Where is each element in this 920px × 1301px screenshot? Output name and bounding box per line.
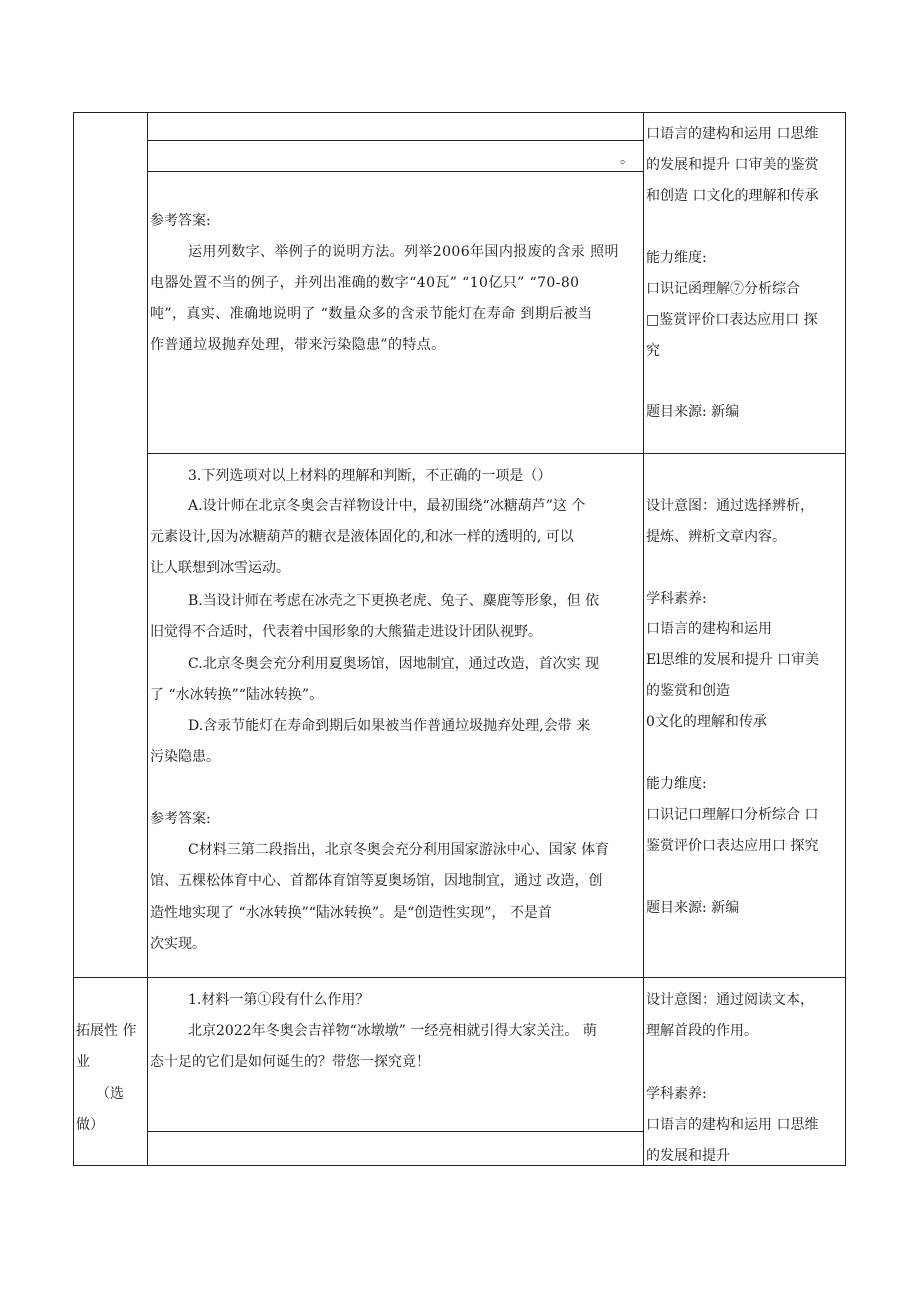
blank-line-1 <box>147 140 644 141</box>
literacy-line: 的发展和提升 口审美的鉴赏 <box>646 157 819 173</box>
literacy-line: 口语言的建构和运用 <box>646 621 772 637</box>
literacy-line: 的鉴赏和创造 <box>646 683 730 699</box>
answer-label: 参考答案: <box>150 811 211 827</box>
table-top-border <box>73 112 846 113</box>
answer-line: 馆、五棵松体育中心、首都体育馆等夏奥场馆，因地制宜，通过 改造，创 <box>150 873 603 889</box>
ability-line: □鉴赏评价口表达应用口 探 <box>646 312 818 328</box>
row-divider-2 <box>73 977 846 978</box>
answer-line: 次实现。 <box>150 936 206 952</box>
design-intent-line: 设计意图：通过选择辨析， <box>646 498 814 514</box>
table-left-border <box>73 112 74 1166</box>
table-bottom-border <box>73 1165 846 1166</box>
option-line: 让人联想到冰雪运动。 <box>150 560 290 576</box>
ability-line: 究 <box>646 343 660 359</box>
literacy-line: 口语言的建构和运用 口思维 <box>646 126 819 142</box>
option-line: A.设计师在北京冬奥会吉祥物设计中，最初围绕“冰糖葫芦”这 个 <box>188 498 586 514</box>
source-label: 题目来源: 新编 <box>646 404 740 420</box>
literacy-line: 的发展和提升 <box>646 1148 730 1164</box>
extended-homework-label: 拓展性 作 <box>76 1023 137 1039</box>
extended-homework-label: （选 <box>96 1086 124 1102</box>
option-line: C.北京冬奥会充分利用夏奥场馆，因地制宜，通过改造，首次实 现 <box>188 656 600 672</box>
table-right-border <box>845 112 846 1166</box>
extended-homework-label: 做） <box>76 1117 104 1133</box>
answer-line: 造性地实现了 “水冰转换”“陆冰转换”。是“创造性实现”， 不是首 <box>150 905 552 921</box>
answer-fill-end: 。 <box>620 151 634 167</box>
option-line: B.当设计师在考虑在冰壳之下更换老虎、兔子、麋鹿等形象，但 依 <box>188 593 600 609</box>
ability-label: 能力维度: <box>646 776 707 792</box>
ability-line: 口识记函理解⑦分析综合 <box>646 281 800 297</box>
design-intent-line: 设计意图：通过阅读文本， <box>646 992 814 1008</box>
source-label: 题目来源: 新编 <box>646 900 740 916</box>
literacy-line: 口语言的建构和运用 口思维 <box>646 1117 819 1133</box>
literacy-line: 0文化的理解和传承 <box>646 714 767 730</box>
literacy-label: 学科素养: <box>646 591 707 607</box>
answer-line: 吨”，真实、准确地说明了 “数量众多的含汞节能灯在寿命 到期后被当 <box>150 306 593 322</box>
answer-line: 运用列数字、举例子的说明方法。列举2006年国内报废的含汞 照明 <box>188 244 619 260</box>
literacy-label: 学科素养: <box>646 1086 707 1102</box>
option-line: 旧觉得不合适时，代表着中国形象的大熊猫走进设计团队视野。 <box>150 624 542 640</box>
ability-line: 鉴赏评价口表达应用口 探究 <box>646 838 819 854</box>
answer-line: 作普通垃圾抛弃处理，带来污染隐患”的特点。 <box>150 337 446 353</box>
ability-line: 口识记口理解口分析综合 口 <box>646 807 819 823</box>
design-intent-line: 提炼、辨析文章内容。 <box>646 529 786 545</box>
answer-label: 参考答案: <box>150 213 211 229</box>
question-text: 1.材料一第①段有什么作用？ <box>188 992 370 1008</box>
blank-line-2 <box>147 171 644 172</box>
material-line: 北京2022年冬奥会吉祥物“冰墩墩” 一经亮相就引得大家关注。 萌 <box>188 1023 597 1039</box>
row-divider-1 <box>147 453 846 454</box>
extended-homework-label: 业 <box>76 1054 90 1070</box>
question-text: 3.下列选项对以上材料的理解和判断，不正确的一项是（） <box>188 468 552 484</box>
table-col-divider-1 <box>147 112 148 1166</box>
ability-label: 能力维度: <box>646 250 707 266</box>
design-intent-line: 理解首段的作用。 <box>646 1023 758 1039</box>
option-line: 元素设计,因为冰糖葫芦的糖衣是液体固化的,和冰一样的透明的, 可以 <box>150 529 574 545</box>
option-line: 了 “水冰转换”“陆冰转换”。 <box>150 687 324 703</box>
option-line: 污染隐患。 <box>150 749 220 765</box>
literacy-line: El思维的发展和提升 口审美 <box>646 652 820 668</box>
answer-line: 电器处置不当的例子，并列出准确的数字“40瓦” “10亿只” “70-80 <box>150 275 580 291</box>
answer-line: C材料三第二段指出，北京冬奥会充分利用国家游泳中心、国家 体育 <box>188 842 610 858</box>
material-line: 态十足的它们是如何诞生的？带您一探究竟！ <box>150 1054 430 1070</box>
literacy-line: 和创造 口文化的理解和传承 <box>646 188 819 204</box>
table-col-divider-2 <box>643 112 644 1166</box>
blank-line-3 <box>147 1131 644 1132</box>
option-line: D.含汞节能灯在寿命到期后如果被当作普通垃圾抛弃处理,会带 来 <box>188 718 591 734</box>
